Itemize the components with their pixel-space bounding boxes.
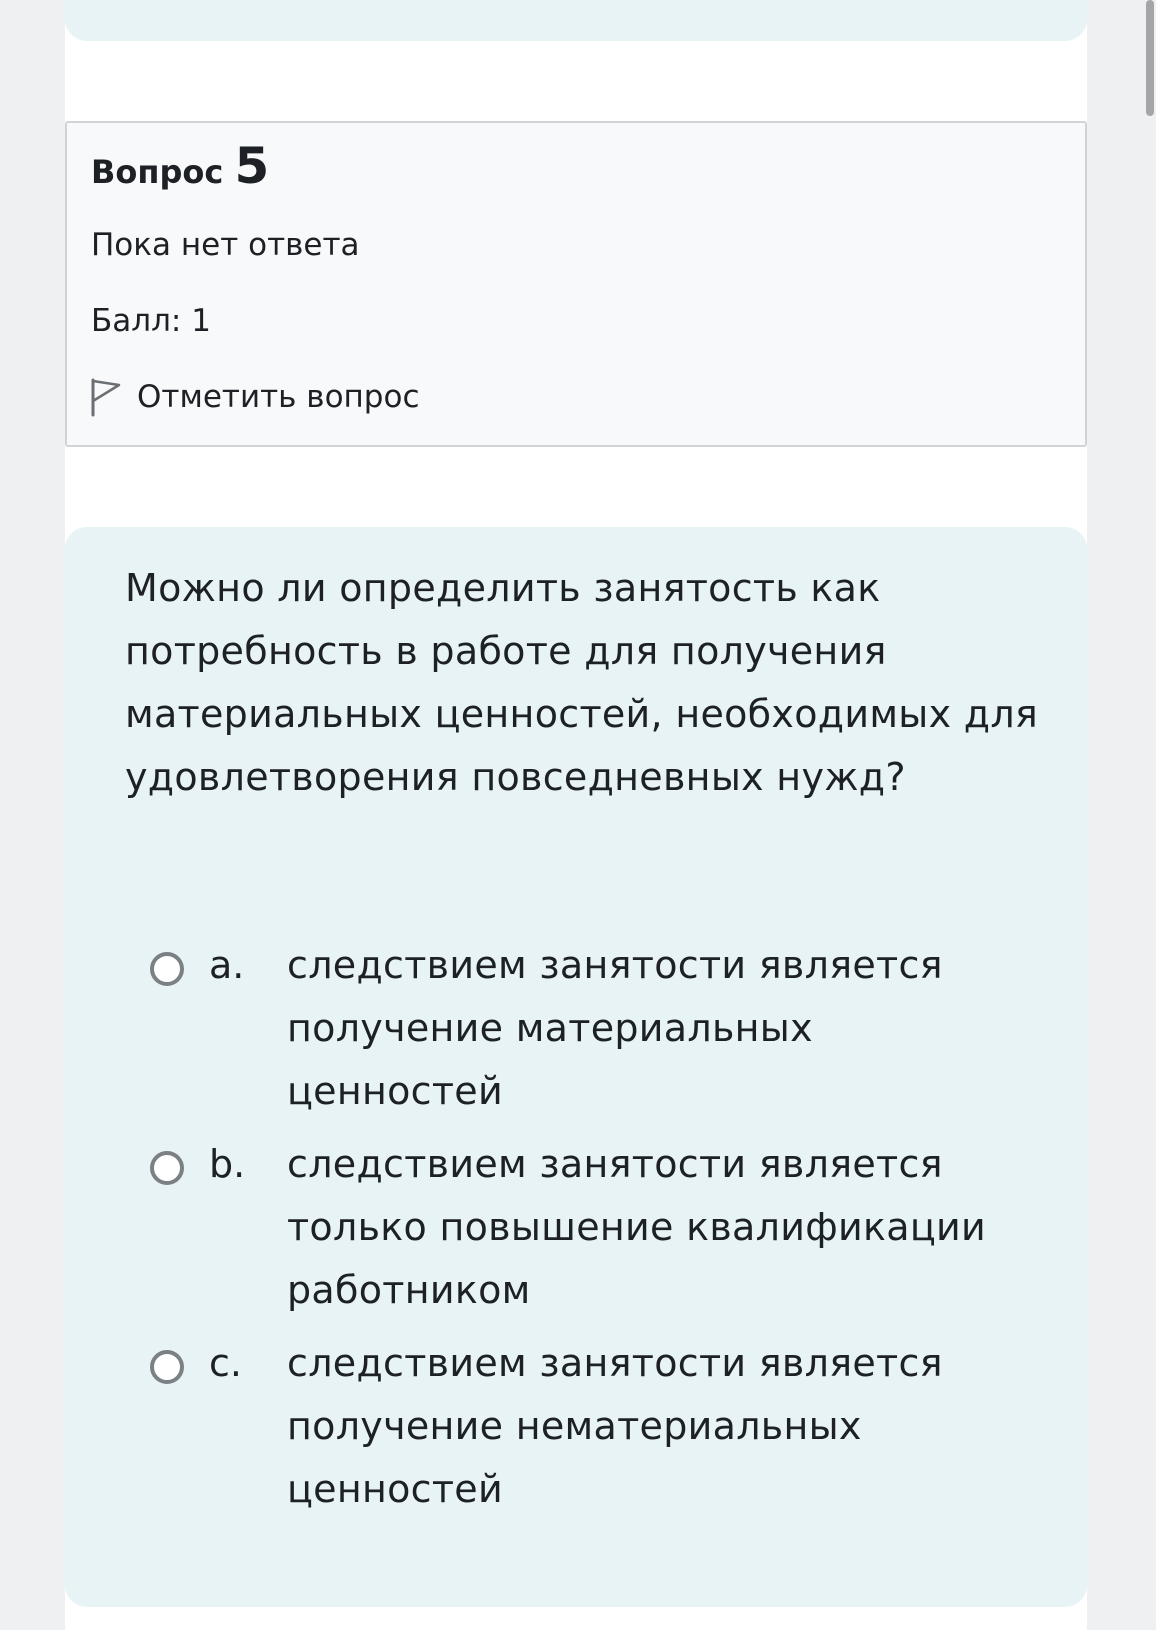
radio-a[interactable]	[150, 952, 184, 986]
option-letter-a: a.	[209, 943, 245, 987]
previous-question-formulation	[65, 0, 1087, 41]
option-text-c[interactable]: следствием занятости является получение нематериальных ценностей	[287, 1341, 943, 1511]
flag-question-label: Отметить вопрос	[137, 379, 420, 415]
option-text-a[interactable]: следствием занятости является получение материальных ценностей	[287, 943, 943, 1113]
question-state: Пока нет ответа	[91, 227, 360, 263]
flag-icon	[89, 377, 123, 417]
answer-option-a[interactable]	[150, 934, 1050, 1123]
question-info-card	[65, 121, 1087, 447]
radio-c[interactable]	[150, 1350, 184, 1384]
scrollbar-thumb[interactable]	[1146, 0, 1154, 116]
answer-option-c[interactable]	[150, 1332, 1050, 1521]
radio-b[interactable]	[150, 1151, 184, 1185]
answer-option-b[interactable]	[150, 1133, 1050, 1322]
question-number: 5	[234, 137, 270, 195]
option-text-b[interactable]: следствием занятости является только повышение квалификации работником	[287, 1142, 986, 1312]
option-letter-c: c.	[209, 1341, 242, 1385]
answer-options	[150, 934, 1050, 1531]
option-letter-b: b.	[209, 1142, 246, 1186]
question-heading-prefix: Вопрос	[91, 153, 224, 191]
question-grade: Балл: 1	[91, 303, 211, 339]
question-formulation	[65, 527, 1087, 1607]
flag-question-button[interactable]	[89, 375, 420, 419]
quiz-page	[65, 0, 1087, 1630]
question-heading	[91, 136, 269, 202]
question-text: Можно ли определить занятость как потребность в работе для получения материальных ценностей, необходимых для удовлетворения повседневных нужд?	[125, 566, 1039, 799]
